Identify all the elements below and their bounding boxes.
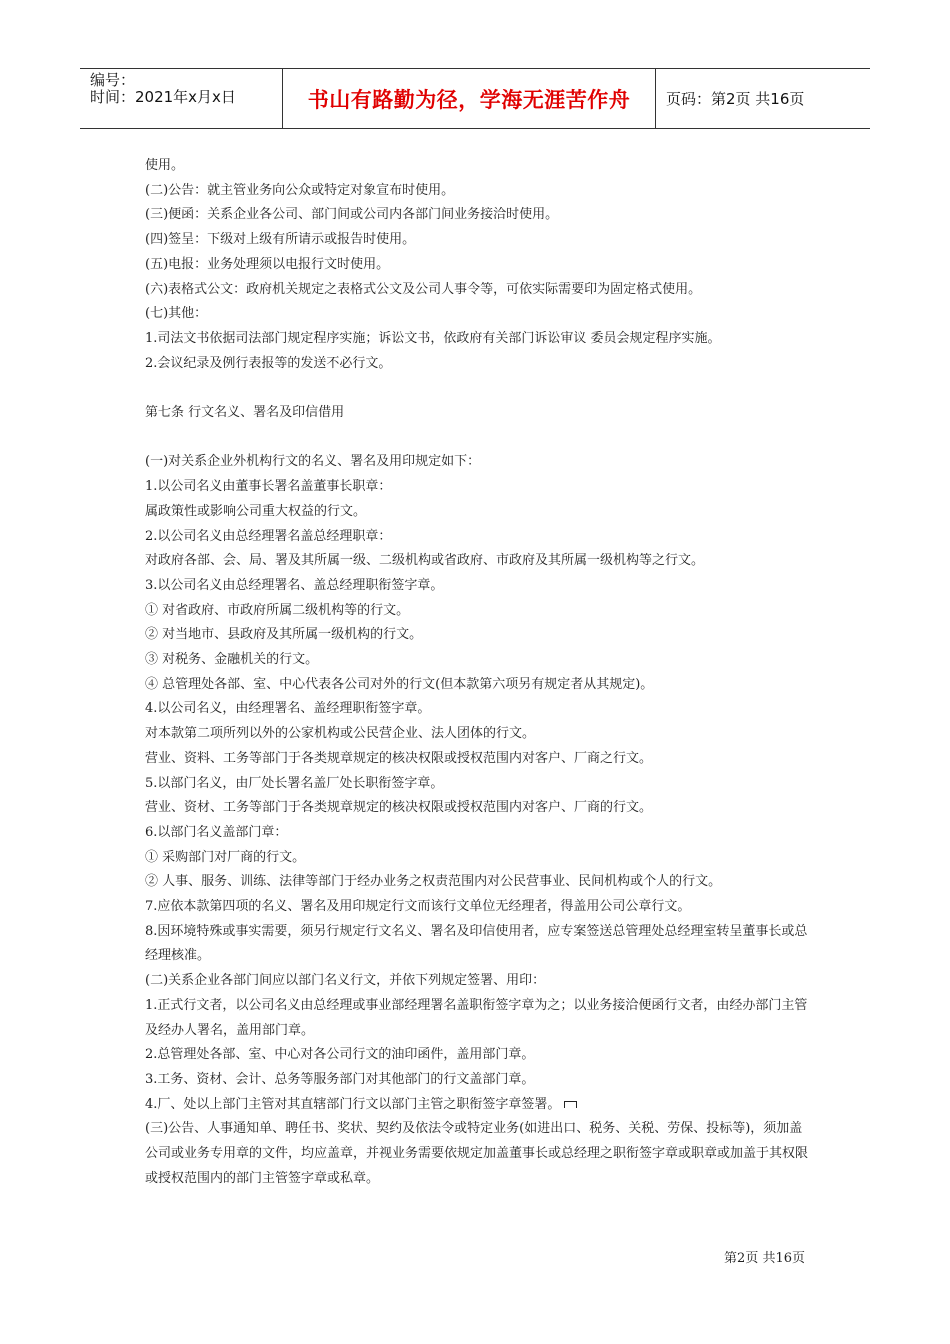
paragraph: 2.总管理处各部、室、中心对各公司行文的油印函件，盖用部门章。 — [145, 1047, 535, 1063]
paragraph-with-cursor — [145, 1093, 815, 1118]
paragraph: 7.应依本款第四项的名义、署名及用印规定行文而该行文单位无经理者，得盖用公司公章行文。 — [145, 899, 691, 915]
paragraph: 营业、资材、工务等部门于各类规章规定的核决权限或授权范围内对客户、厂商的行文。 — [145, 800, 653, 816]
paragraph: ② 对当地市、县政府及其所属一级机构的行文。 — [145, 627, 423, 643]
document-body — [145, 154, 815, 1192]
paragraph: 2.会议纪录及例行表报等的发送不必行文。 — [145, 355, 392, 371]
paragraph: 2.以公司名义由总经理署名盖总经理职章： — [145, 528, 392, 544]
paragraph: 对本款第二项所列以外的公家机构或公民营企业、法人团体的行文。 — [145, 726, 536, 742]
header-motto: 书山有路勤为径，学海无涯苦作舟 — [282, 69, 656, 128]
article-heading: 第七条 行文名义、署名及印信借用 — [145, 405, 345, 421]
paragraph: 3.以公司名义由总经理署名、盖总经理职衔签字章。 — [145, 577, 444, 593]
paragraph: ① 对省政府、市政府所属二级机构等的行文。 — [145, 602, 410, 618]
paragraph: 营业、资料、工务等部门于各类规章规定的核决权限或授权范围内对客户、厂商之行文。 — [145, 750, 653, 766]
paragraph: (三)公告、人事通知单、聘任书、奖状、契约及依法令或特定业务(如进出口、税务、关税、劳保、投标等)，须加盖公司或业务专用章的文件，均应盖章，并视业务需要依规定加盖董事长或总经理之职衔签字章或职章或加盖于其权限或授权范围内的部门主管签字章或私章。 — [145, 1121, 809, 1186]
paragraph: (六)表格式公文：政府机关规定之表格式公文及公司人事令等，可依实际需要印为固定格式使用。 — [145, 281, 702, 297]
paragraph: (五)电报：业务处理须以电报行文时使用。 — [145, 256, 390, 272]
paragraph: (七)其他： — [145, 306, 208, 322]
paragraph: ③ 对税务、金融机关的行文。 — [145, 652, 319, 668]
paragraph: (二)关系企业各部门间应以部门名义行文，并依下列规定签署、用印： — [145, 973, 546, 989]
paragraph: 1.正式行文者，以公司名义由总经理或事业部经理署名盖职衔签字章为之；以业务接洽便函行文者，由经办部门主管及经办人署名，盖用部门章。 — [145, 997, 808, 1038]
blank-line — [145, 376, 815, 401]
text-cursor-icon — [564, 1101, 577, 1108]
paragraph: 属政策性或影响公司重大权益的行文。 — [145, 503, 367, 519]
paragraph: 使用。 — [145, 158, 185, 173]
paragraph: (一)对关系企业外机构行文的名义、署名及用印规定如下： — [145, 454, 481, 470]
paragraph: 3.工务、资材、会计、总务等服务部门对其他部门的行文盖部门章。 — [145, 1071, 535, 1087]
paragraph-text: 4.厂、处以上部门主管对其直辖部门行文以部门主管之职衔签字章签署。 — [145, 1096, 561, 1112]
page-header — [80, 68, 870, 129]
paragraph: 1.以公司名义由董事长署名盖董事长职章： — [145, 479, 392, 495]
header-page-label: 页码：第2页 共16页 — [666, 90, 805, 108]
document-time-label: 时间：2021年x月x日 — [90, 88, 236, 106]
header-meta — [80, 69, 282, 128]
paragraph: ④ 总管理处各部、室、中心代表各公司对外的行文(但本款第六项另有规定者从其规定)。 — [145, 676, 654, 692]
blank-line — [145, 426, 815, 451]
paragraph: 8.因环境特殊或事实需要，须另行规定行文名义、署名及印信使用者，应专案签送总管理处总经理室转呈董事长或总经理核准。 — [145, 923, 808, 964]
paragraph: 1.司法文书依据司法部门规定程序实施；诉讼文书，依政府有关部门诉讼审议 委员会规定程序实施。 — [145, 330, 721, 346]
paragraph: (四)签呈：下级对上级有所请示或报告时使用。 — [145, 232, 416, 248]
paragraph: 对政府各部、会、局、署及其所属一级、二级机构或省政府、市政府及其所属一级机构等之行文。 — [145, 553, 705, 569]
document-number-label: 编号： — [90, 71, 136, 89]
paragraph: 5.以部门名义，由厂处长署名盖厂处长职衔签字章。 — [145, 775, 444, 791]
paragraph: (二)公告：就主管业务向公众或特定对象宣布时使用。 — [145, 182, 455, 198]
page-footer: 第2页 共16页 — [724, 1251, 805, 1266]
paragraph: 6.以部门名义盖部门章： — [145, 824, 288, 840]
paragraph: ① 采购部门对厂商的行文。 — [145, 849, 306, 865]
paragraph: 4.以公司名义，由经理署名、盖经理职衔签字章。 — [145, 701, 431, 717]
paragraph: (三)便函：关系企业各公司、部门间或公司内各部门间业务接洽时使用。 — [145, 207, 559, 223]
paragraph: ② 人事、服务、训练、法律等部门于经办业务之权责范围内对公民营事业、民间机构或个人的行文。 — [145, 874, 722, 890]
